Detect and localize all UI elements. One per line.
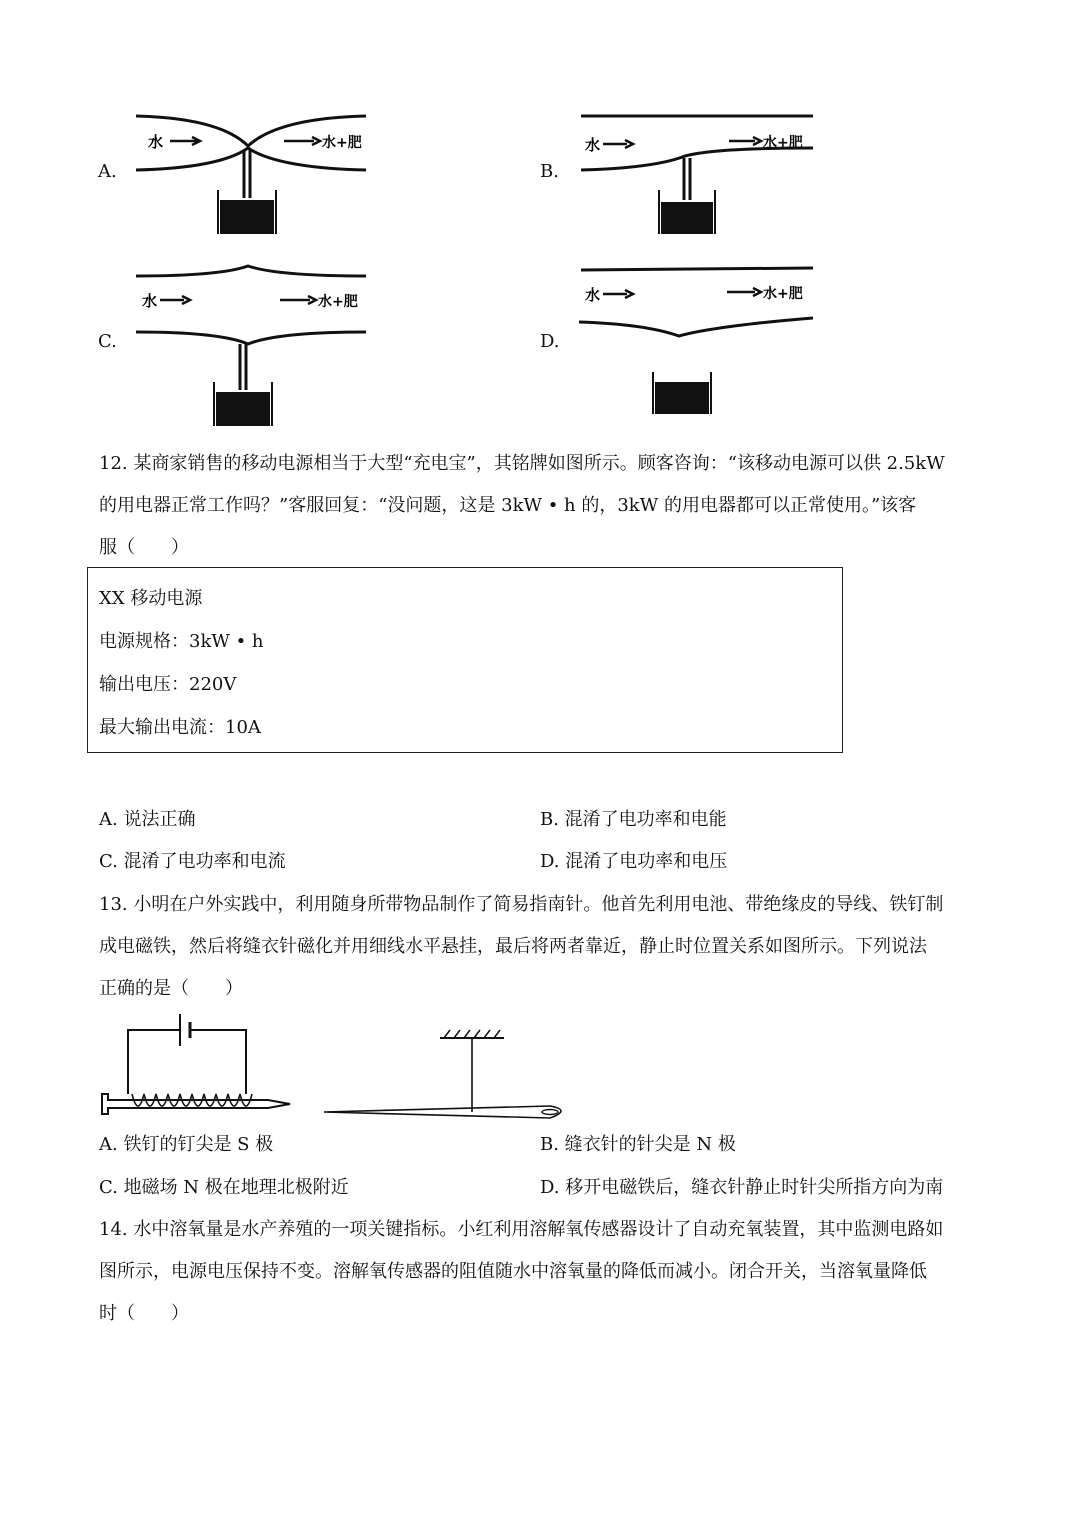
figure-d-outlet-label: 水+肥 (763, 286, 803, 302)
option-c-letter[interactable]: C. (98, 331, 117, 352)
figure-d-inlet-label: 水 (585, 286, 601, 304)
q14-text-line-3: 时（ ） (99, 1303, 189, 1324)
electromagnet-figure (98, 1010, 298, 1120)
figure-a-pipe-diagram (130, 108, 370, 238)
q13-text-line-3: 正确的是（ ） (99, 978, 243, 999)
q12-option-c[interactable]: C. 混淆了电功率和电流 (99, 851, 286, 872)
nameplate-box (87, 567, 843, 753)
figure-d-pipe-diagram (575, 262, 820, 422)
q13-option-d[interactable]: D. 移开电磁铁后，缝衣针静止时针尖所指方向为南 (540, 1177, 944, 1198)
q13-option-c[interactable]: C. 地磁场 N 极在地理北极附近 (99, 1177, 349, 1198)
figure-b-outlet-label: 水+肥 (763, 135, 803, 151)
figure-b-inlet-label: 水 (585, 136, 601, 154)
q12-text-line-1: 12. 某商家销售的移动电源相当于大型“充电宝”，其铭牌如图所示。顾客咨询：“该移动电源可以供 2.5kW (99, 453, 945, 474)
q14-text-line-2: 图所示，电源电压保持不变。溶解氧传感器的阻值随水中溶氧量的降低而减小。闭合开关，当溶氧量降低 (99, 1261, 927, 1282)
q12-option-d[interactable]: D. 混淆了电功率和电压 (540, 851, 728, 872)
nameplate-voltage: 输出电压：220V (99, 674, 237, 695)
q12-option-b[interactable]: B. 混淆了电功率和电能 (540, 809, 727, 830)
figure-a-inlet-label: 水 (148, 133, 164, 151)
q12-text-line-3: 服（ ） (99, 537, 189, 558)
option-a-letter[interactable]: A. (98, 161, 117, 182)
q14-text-line-1: 14. 水中溶氧量是水产养殖的一项关键指标。小红利用溶解氧传感器设计了自动充氧装置，其中监测电路如 (99, 1219, 944, 1240)
suspended-needle-figure (320, 1026, 580, 1122)
nameplate-capacity: 电源规格：3kW • h (99, 631, 264, 652)
option-b-letter[interactable]: B. (540, 161, 559, 182)
q13-option-a[interactable]: A. 铁钉的钉尖是 S 极 (99, 1134, 274, 1155)
q13-text-line-2: 成电磁铁，然后将缝衣针磁化并用细线水平悬挂，最后将两者靠近，静止时位置关系如图所示。下列说法 (99, 936, 927, 957)
q13-option-b[interactable]: B. 缝衣针的针尖是 N 极 (540, 1134, 736, 1155)
figure-a-outlet-label: 水+肥 (322, 135, 362, 151)
figure-c-pipe-diagram (130, 262, 370, 428)
figure-c-inlet-label: 水 (142, 292, 158, 310)
option-d-letter[interactable]: D. (540, 331, 560, 352)
q12-option-a[interactable]: A. 说法正确 (99, 809, 196, 830)
nameplate-current: 最大输出电流：10A (99, 717, 261, 738)
figure-b-pipe-diagram (575, 108, 820, 238)
q12-text-line-2: 的用电器正常工作吗？”客服回复：“没问题，这是 3kW • h 的，3kW 的用电器都可以正常使用。”该客 (99, 495, 917, 516)
q13-text-line-1: 13. 小明在户外实践中，利用随身所带物品制作了简易指南针。他首先利用电池、带绝缘皮的导线、铁钉制 (99, 894, 944, 915)
figure-c-outlet-label: 水+肥 (318, 294, 358, 310)
nameplate-title: XX 移动电源 (99, 588, 203, 609)
